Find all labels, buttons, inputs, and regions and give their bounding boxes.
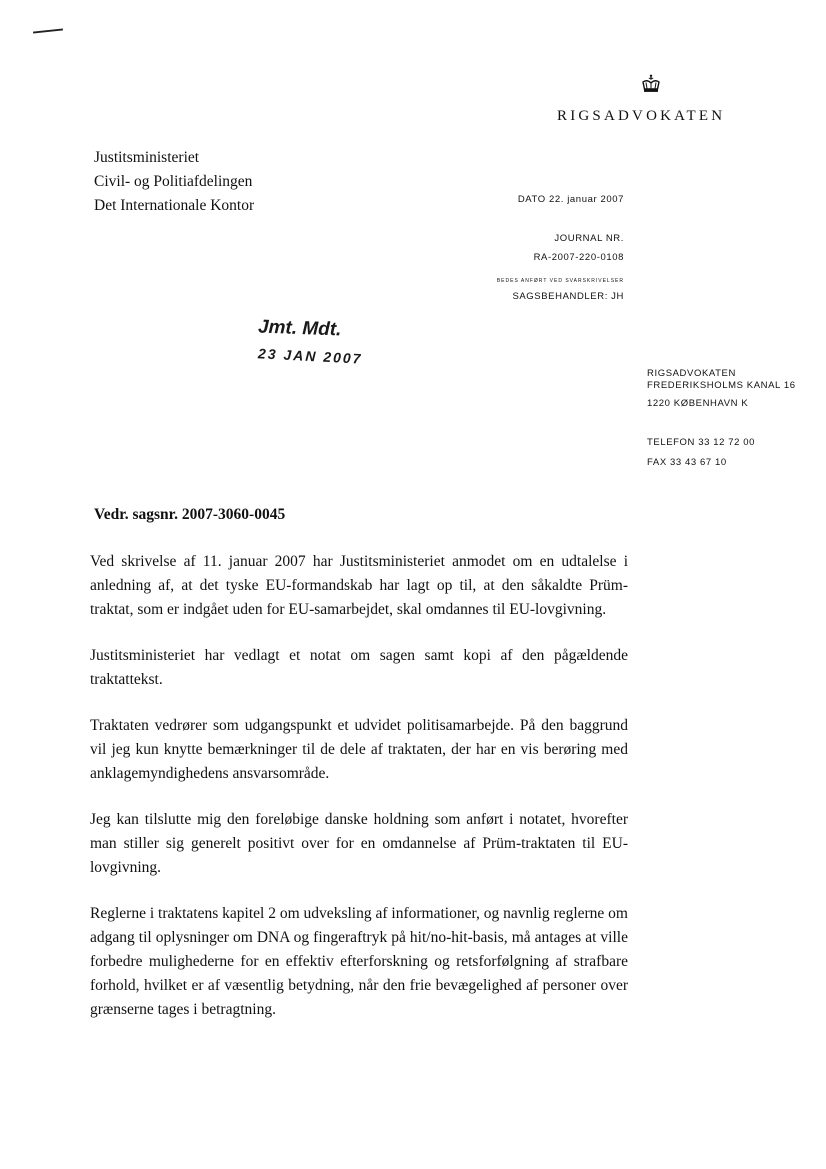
- organization-name: RIGSADVOKATEN: [557, 108, 726, 124]
- reference-note: BEDES ANFØRT VED SVARSKRIVELSER: [496, 278, 624, 284]
- recipient-line: Civil- og Politiafdelingen: [94, 173, 253, 190]
- body-paragraph: Jeg kan tilslutte mig den foreløbige danske holdning som anført i notatet, hvorefter man stiller sig generelt positivt over for en omdannelse af Prüm-traktaten til EU-lovgivning.: [90, 811, 628, 876]
- crown-icon: [640, 74, 662, 94]
- sender-fax: FAX 33 43 67 10: [647, 457, 727, 468]
- body-paragraph: Reglerne i traktatens kapitel 2 om udveksling af informationer, og navnlig reglerne om adgang til oplysninger om DNA og fingeraftryk på hit/no-hit-basis, må antages at ville forbedre mulighederne for en effektiv efterforskning og retsforfølgning af strafbare forhold, hvilket er af væsentlig betydning, når den frie bevægelighed af personer over grænserne tages i betragtning.: [90, 905, 628, 1018]
- letter-date: DATO 22. januar 2007: [517, 194, 624, 205]
- sender-name: RIGSADVOKATEN: [647, 368, 736, 379]
- body-paragraph: Justitsministeriet har vedlagt et notat om sagen samt kopi af den pågældende traktattekst.: [90, 647, 628, 688]
- body-paragraph: Traktaten vedrører som udgangspunkt et udvidet politisamarbejde. På den baggrund vil jeg kun knytte bemærkninger til de dele af traktaten, der har en vis berøring med anklagemyndighedens ansvarsområde.: [90, 717, 628, 782]
- received-stamp-title: Jmt. Mdt.: [257, 316, 342, 341]
- case-officer: SAGSBEHANDLER: JH: [512, 291, 624, 302]
- sender-street: FREDERIKSHOLMS KANAL 16: [647, 380, 796, 391]
- sender-city: 1220 KØBENHAVN K: [647, 398, 749, 409]
- sender-phone: TELEFON 33 12 72 00: [647, 437, 756, 448]
- recipient-address: [94, 146, 254, 218]
- journal-label: JOURNAL NR.: [554, 233, 624, 244]
- journal-number: RA-2007-220-0108: [533, 252, 624, 263]
- received-stamp-date: 23 JAN 2007: [257, 345, 363, 367]
- recipient-line: Det Internationale Kontor: [94, 197, 255, 214]
- body-paragraph: Ved skrivelse af 11. januar 2007 har Justitsministeriet anmodet om en udtalelse i anledning af, at det tyske EU-formandskab har lagt op til, at den såkaldte Prüm-traktat, som er indgået uden for EU-samarbejdet, skal omdannes til EU-lovgivning.: [90, 553, 628, 618]
- scan-mark: [33, 28, 63, 33]
- subject-line: Vedr. sagsnr. 2007-3060-0045: [94, 506, 286, 523]
- recipient-line: Justitsministeriet: [94, 149, 200, 166]
- letter-body: [90, 550, 628, 1044]
